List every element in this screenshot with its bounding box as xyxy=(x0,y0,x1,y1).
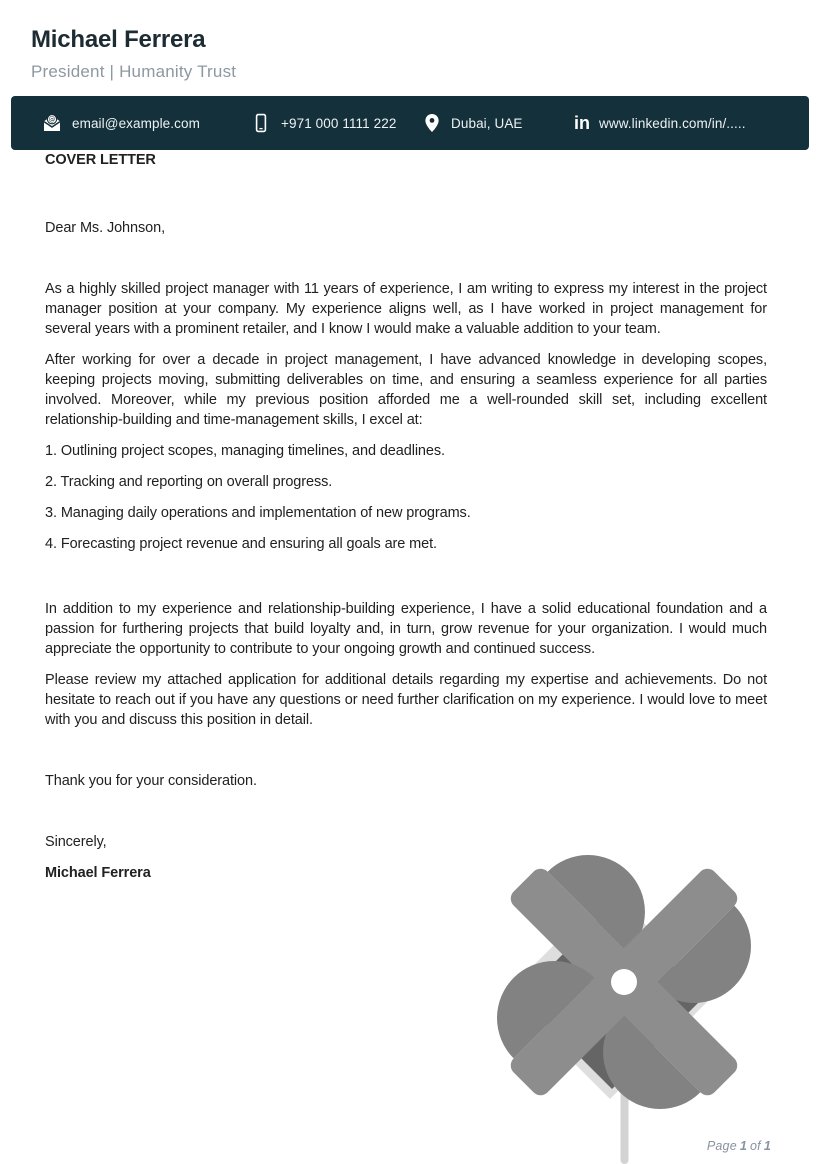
paragraph-education: In addition to my experience and relationship-building experience, I have a solid educational foundation and a passion for furthering projects that build loyalty and, in turn, grow revenue for your organization. I would much appreciate the opportunity to contribute to your ongoing growth and continued success. xyxy=(45,601,767,657)
email-icon xyxy=(41,112,63,134)
page-label: Page xyxy=(706,1139,737,1153)
salutation: Dear Ms. Johnson, xyxy=(45,220,165,236)
linkedin-text: www.linkedin.com/in/..... xyxy=(599,115,746,131)
contact-bar xyxy=(11,96,809,150)
pinwheel-blades xyxy=(490,855,782,1140)
phone-text: +971 000 1111 222 xyxy=(281,115,397,131)
letter-body xyxy=(45,150,767,883)
paragraph-experience: After working for over a decade in project management, I have advanced knowledge in developing scopes, keeping projects moving, submitting deliverables on time, and ensuring a seamless experience for all parties involved. Moreover, while my previous position afforded me a well-rounded skill set, including excellent relationship-building and time-management skills, I excel at: xyxy=(45,352,767,428)
page-number: 1 xyxy=(739,1139,748,1153)
location-text: Dubai, UAE xyxy=(451,115,523,131)
header xyxy=(0,0,820,82)
document-title: COVER LETTER xyxy=(45,152,156,168)
contact-phone xyxy=(250,96,396,150)
signature-name: Michael Ferrera xyxy=(45,865,151,881)
linkedin-icon: in xyxy=(574,113,590,133)
phone-icon xyxy=(250,112,272,134)
email-text: email@example.com xyxy=(72,115,200,131)
skills-list xyxy=(45,441,767,554)
svg-text:@: @ xyxy=(48,115,56,124)
contact-location xyxy=(422,96,523,150)
person-name: Michael Ferrera xyxy=(31,26,206,53)
paragraph-intro: As a highly skilled project manager with 11 years of experience, I am writing to express my interest in the project manager position at your company. My experience aligns well, as I have worked in project management for several years with a prominent retailer, and I know I would make a valuable addition to your team. xyxy=(45,281,767,337)
list-item-4: 4. Forecasting project revenue and ensuring all goals are met. xyxy=(45,536,437,552)
contact-email xyxy=(41,96,200,150)
location-pin-icon xyxy=(422,112,442,134)
total-pages: 1 xyxy=(763,1139,771,1153)
signoff: Sincerely, xyxy=(45,834,107,850)
thanks-line: Thank you for your consideration. xyxy=(45,773,257,789)
page-number-footer xyxy=(707,1139,771,1153)
list-item-2: 2. Tracking and reporting on overall progress. xyxy=(45,474,333,490)
list-item-1: 1. Outlining project scopes, managing timelines, and deadlines. xyxy=(45,443,445,459)
of-label: of xyxy=(750,1139,761,1153)
paragraph-review: Please review my attached application for additional details regarding my expertise and achievements. Do not hesitate to reach out if you have any questions or need further clarification on my experience. I would love to meet with you and discuss this position in detail. xyxy=(45,672,767,728)
pinwheel-graphic xyxy=(490,855,820,1164)
list-item-3: 3. Managing daily operations and implementation of new programs. xyxy=(45,505,471,521)
pinwheel-hub xyxy=(611,969,637,995)
contact-linkedin xyxy=(574,96,746,150)
person-title: President | Humanity Trust xyxy=(31,62,237,81)
